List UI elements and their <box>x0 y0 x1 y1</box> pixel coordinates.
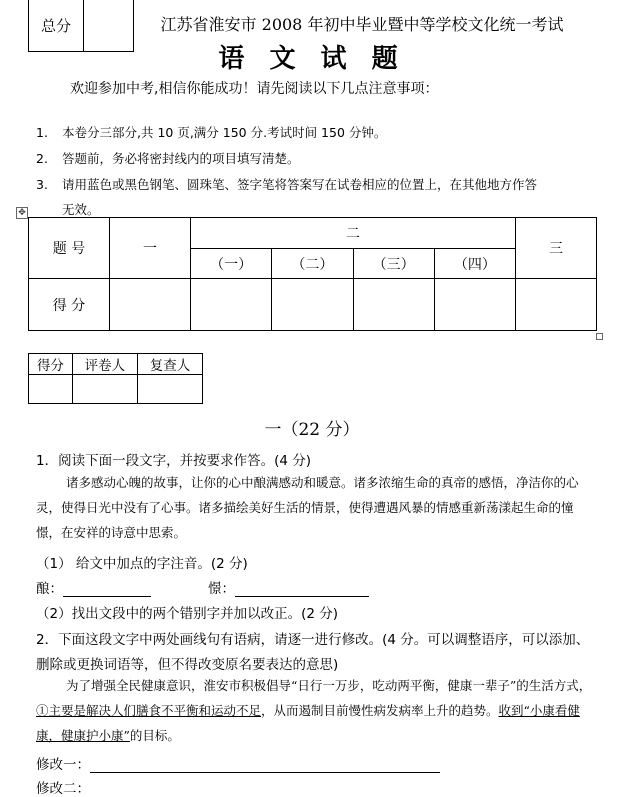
section-one-heading: 一（22 分） <box>264 420 360 440</box>
note-item: 无效。 <box>62 202 100 217</box>
table-resize-handle[interactable] <box>596 333 603 340</box>
row-label-question-number: 题 号 <box>29 218 110 279</box>
question-2-prompt-line1: 2．下面这段文字中两处画线句有语病，请逐一进行修改。(4 分。可以调整语序，可以添加、 <box>36 632 590 648</box>
question-1-sub1: （1） 给文中加点的字注音。(2 分) <box>36 556 248 572</box>
underlined-sentence-1: ①主要是解决人们膳食不平衡和运动不足 <box>36 703 262 718</box>
note-item: 3. 请用蓝色或黑色钢笔、圆珠笔、签字笔将答案写在试卷相应的位置上，在其他地方作答 <box>36 177 538 192</box>
fix-two <box>36 777 90 797</box>
question-1-prompt: 1．阅读下面一段文字，并按要求作答。(4 分) <box>36 453 312 469</box>
score-cell <box>434 279 515 331</box>
grader-header: 复查人 <box>137 354 202 375</box>
sub-col: （三） <box>353 249 434 279</box>
pinyin-label-1: 酿： <box>36 581 63 597</box>
question-1-passage: 诸多感动心魄的故事，让你的心中酿满感动和暖意。诸多浓缩生命的真帝的感悟，净洁你的心灵，使得日光中没有了心事。诸多描绘美好生活的情景，使得遭遇风暴的情感重新荡漾起生命的憧憬，在安祥的诗意中思索。 <box>36 475 579 540</box>
fix-one-answer-line[interactable] <box>90 758 440 773</box>
pinyin-answer-line-2[interactable] <box>235 582 369 597</box>
total-score-label: 总分 <box>29 0 84 51</box>
note-item: 1. 本卷分三部分,共 10 页,满分 150 分.考试时间 150 分钟。 <box>36 125 387 140</box>
row-label-score: 得 分 <box>29 279 110 331</box>
score-cell <box>110 279 191 331</box>
fix-one <box>36 753 440 773</box>
grader-table <box>28 353 203 404</box>
pinyin-label-2: 憬： <box>208 581 235 597</box>
fix-two-label: 修改二： <box>36 781 90 797</box>
col-part-one: 一 <box>110 218 191 279</box>
sub-col: （四） <box>434 249 515 279</box>
exam-title: 语 文 试 题 <box>218 44 406 74</box>
score-cell <box>272 279 353 331</box>
score-cell <box>516 279 597 331</box>
fix-one-label: 修改一： <box>36 757 90 773</box>
question-1-sub2: （2）找出文段中的两个错别字并加以改正。(2 分) <box>36 606 339 622</box>
table-move-handle-icon[interactable]: ✥ <box>16 207 28 219</box>
note-item: 2. 答题前，务必将密封线内的项目填写清楚。 <box>36 151 300 166</box>
sub-col: （二） <box>272 249 353 279</box>
score-table <box>28 217 597 331</box>
grader-header: 得分 <box>29 354 73 375</box>
score-cell <box>191 279 272 331</box>
welcome-text: 欢迎参加中考,相信你能成功！请先阅读以下几点注意事项： <box>70 81 439 97</box>
question-2-passage: 为了增强全民健康意识，淮安市积极倡导“日行一万步，吃动两平衡，健康一辈子”的生活方式，①主要是解决人们膳食不平衡和运动不足，从而遏制目前慢性病发病率上升的趋势。收到“小康看健康，健康护小康”的目标。 <box>36 678 592 743</box>
grader-cell <box>137 375 202 404</box>
grader-cell <box>72 375 137 404</box>
underlined-sentence-2: 收到“小康看健康，健康护小康” <box>36 703 580 743</box>
question-2-prompt-line2: 删除或更换词语等，但不得改变原名要表达的意思) <box>36 657 339 673</box>
col-part-two: 二 <box>191 218 516 249</box>
score-cell <box>353 279 434 331</box>
pinyin-answer-1 <box>36 577 151 597</box>
grader-header: 评卷人 <box>72 354 137 375</box>
col-part-three: 三 <box>516 218 597 279</box>
grader-cell <box>29 375 73 404</box>
exam-subtitle: 江苏省淮安市 2008 年初中毕业暨中等学校文化统一考试 <box>160 15 564 34</box>
sub-col: （一） <box>191 249 272 279</box>
pinyin-answer-2 <box>208 577 369 597</box>
pinyin-answer-line-1[interactable] <box>63 582 151 597</box>
